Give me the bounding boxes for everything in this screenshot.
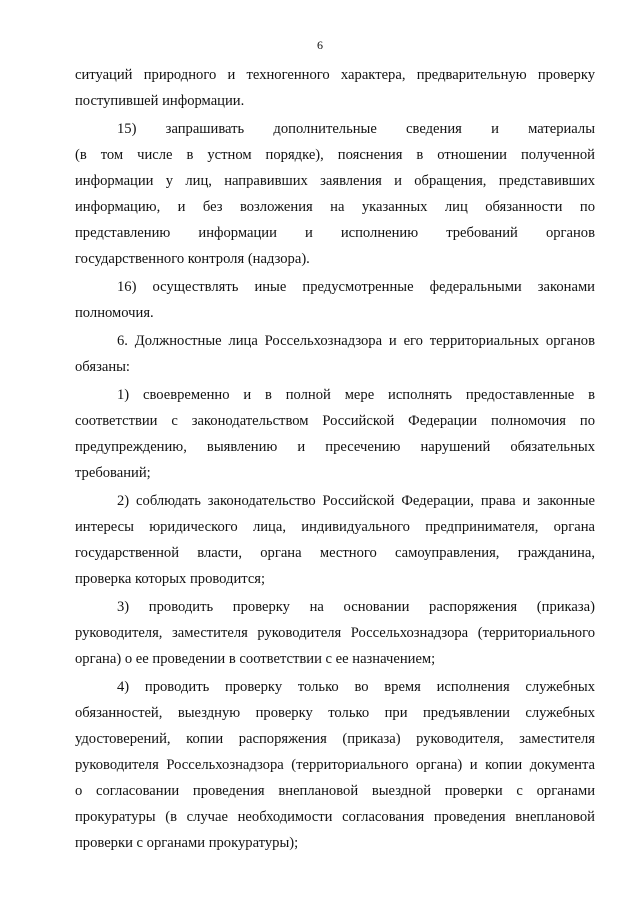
paragraph-item-15: [75, 116, 595, 272]
text-line: информацию, и без возложения на указанных лиц обязанности по: [75, 199, 595, 215]
text-line: интересы юридического лица, индивидуального предпринимателя, органа: [75, 519, 595, 535]
paragraph-item-1: [75, 382, 595, 486]
paragraph-item-3: [75, 594, 595, 672]
text-line: 1) своевременно и в полной мере исполнять предоставленные в: [117, 387, 595, 403]
text-line: информации у лиц, направивших заявления и обращения, представивших: [75, 173, 595, 189]
document-body: [75, 62, 595, 856]
text-line: 6. Должностные лица Россельхознадзора и его территориальных органов: [117, 333, 595, 349]
text-line: органа) о ее проведении в соответствии с ее назначением;: [75, 651, 436, 667]
text-line: предупреждению, выявлению и пресечению нарушений обязательных: [75, 439, 595, 455]
page-number: 6: [317, 38, 323, 52]
text-line: проверка которых проводится;: [75, 571, 266, 587]
text-line: государственной власти, органа местного самоуправления, гражданина,: [75, 545, 595, 561]
text-line: 4) проводить проверку только во время исполнения служебных: [117, 679, 595, 695]
text-line: представлению информации и исполнению требований органов: [75, 225, 595, 241]
text-line: прокуратуры (в случае необходимости согласования проведения внеплановой: [75, 809, 595, 825]
paragraph-item-2: [75, 488, 595, 592]
text-line: ситуаций природного и техногенного характера, предварительную проверку: [75, 67, 595, 83]
text-line: обязанностей, выездную проверку только при предъявлении служебных: [75, 705, 595, 721]
text-line: обязаны:: [75, 359, 130, 375]
paragraph-section-6: [75, 328, 595, 380]
text-line: государственного контроля (надзора).: [75, 251, 310, 267]
text-line: о согласовании проведения внеплановой выездной проверки с органами: [75, 783, 595, 799]
text-line: руководителя Россельхознадзора (территориального органа) и копии документа: [75, 757, 595, 773]
text-line: требований;: [75, 465, 151, 481]
text-line: проверки с органами прокуратуры);: [75, 835, 299, 851]
text-line: руководителя, заместителя руководителя Россельхознадзора (территориального: [75, 625, 595, 641]
text-line: 2) соблюдать законодательство Российской Федерации, права и законные: [117, 493, 595, 509]
text-line: 16) осуществлять иные предусмотренные федеральными законами: [117, 279, 595, 295]
text-line: 15) запрашивать дополнительные сведения и материалы: [117, 121, 595, 137]
text-line: соответствии с законодательством Российской Федерации полномочия по: [75, 413, 595, 429]
text-line: (в том числе в устном порядке), пояснения в отношении полученной: [75, 147, 595, 163]
text-line: 3) проводить проверку на основании распоряжения (приказа): [117, 599, 595, 615]
text-line: поступившей информации.: [75, 93, 245, 109]
text-line: удостоверений, копии распоряжения (приказа) руководителя, заместителя: [75, 731, 595, 747]
paragraph-continuation: [75, 62, 595, 114]
paragraph-item-16: [75, 274, 595, 326]
paragraph-item-4: [75, 674, 595, 856]
text-line: полномочия.: [75, 305, 154, 321]
